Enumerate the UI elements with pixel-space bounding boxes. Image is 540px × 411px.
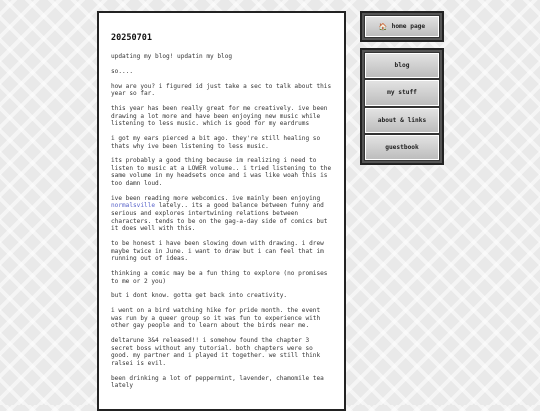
post-paragraph: this year has been really great for me creatively. ive been drawing a lot more and have been enjoying new music while listening to less music. which is good for my eardrums (111, 104, 328, 128)
post-paragraph: i went on a bird watching hike for pride month. the event was run by a queer group so it was fun to experience with other gay people and to learn about the birds near me. (111, 307, 321, 330)
post-paragraph: to be honest i have been slowing down with drawing. i drew maybe twice in June. i want to draw but i can feel that im running out of ideas. (111, 240, 324, 263)
post-paragraph (111, 195, 332, 233)
post-text: ive been reading more webcomics. ive mainly been enjoying (111, 194, 321, 202)
home-page-button[interactable] (365, 16, 439, 37)
post-paragraph: how are you? i figured id just take a sec to talk about this year so far. (111, 82, 332, 98)
normalsville-link[interactable]: normalsville (111, 202, 156, 210)
post-paragraph: thinking a comic may be a fun thing to explore (no promises to me or 2 you) (111, 269, 328, 285)
blog-post (97, 11, 346, 411)
nav-blog-button[interactable]: blog (365, 53, 439, 78)
post-paragraph: its probably a good thing because im realizing i need to listen to music at a LOWER volume.. i tried listening to the same volume in my headsets once and i was like woah this is too damn loud. (111, 157, 332, 188)
nav-panel (360, 48, 444, 165)
home-panel (360, 11, 444, 42)
post-text: lately.. its a good balance between funny and serious and explores intertwining relations between characters. tends to be on the gag-a-day side of comics but it does well with this. (111, 202, 328, 233)
home-page-label: home page (391, 23, 426, 30)
post-paragraph: but i dont know. gotta get back into creativity. (111, 292, 288, 300)
nav-my-stuff-button[interactable]: my stuff (365, 80, 439, 105)
nav-guestbook-button[interactable]: guestbook (365, 135, 439, 160)
house-icon: 🏠 (378, 22, 388, 31)
post-date: 20250701 (111, 33, 152, 43)
nav-about-links-button[interactable]: about & links (365, 108, 439, 133)
post-paragraph: updating my blog! updatin my blog (111, 53, 233, 60)
post-paragraph: so.... (111, 67, 134, 75)
post-paragraph: been drinking a lot of peppermint, lavender, chamomile tea lately (111, 374, 324, 390)
post-paragraph: i got my ears pierced a bit ago. they're still healing so thats why ive been listening to less music. (111, 134, 321, 150)
post-paragraph: deltarune 3&4 released!! i somehow found the chapter 3 secret boss without any tutorial. both chapters were so good. my partner and i played it together. we still think ralsei is evil. (111, 337, 321, 367)
